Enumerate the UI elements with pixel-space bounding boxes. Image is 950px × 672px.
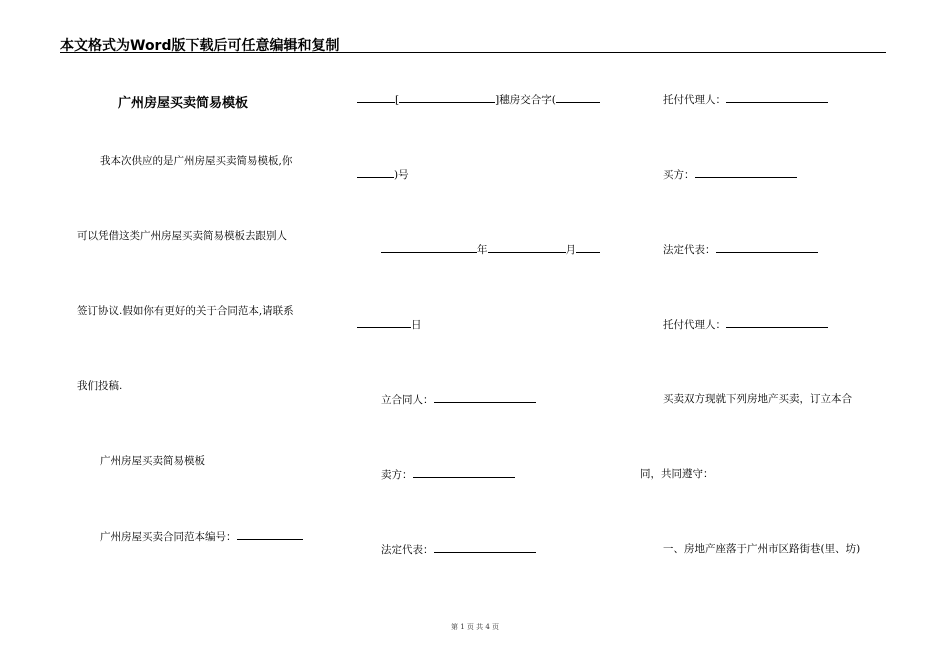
buyer-rep-label: 法定代表： (663, 244, 716, 256)
intro-line-4: 我们投稿. (77, 380, 123, 392)
party-line (381, 392, 536, 407)
buyer-rep-line (663, 242, 818, 257)
month-blank (488, 242, 566, 253)
year-label: 年 (477, 244, 488, 256)
buyer-blank (695, 167, 797, 178)
contract-number-line (100, 529, 303, 544)
party-label: 立合同人： (381, 394, 434, 406)
day-prefix-blank (576, 242, 600, 253)
subtitle: 广州房屋买卖简易模板 (100, 455, 205, 467)
buyer-agent-blank (726, 317, 828, 328)
seller-rep-label: 法定代表： (381, 544, 434, 556)
year-blank (381, 242, 477, 253)
ref-line-end (357, 167, 409, 182)
buyer-agent-label: 托付代理人： (663, 319, 726, 331)
seller-agent-label: 托付代理人： (663, 94, 726, 106)
clause-1-line: 一、房地产座落于广州市区路街巷(里、坊) (663, 543, 861, 555)
ref-line (357, 92, 600, 107)
header-rule (60, 52, 886, 53)
agreement-line-2: 同，共同遵守： (640, 468, 714, 480)
buyer-label: 买方： (663, 169, 695, 181)
day-blank (357, 317, 411, 328)
document-title: 广州房屋买卖简易模板 (118, 96, 249, 111)
date-line (381, 242, 600, 257)
buyer-line (663, 167, 797, 182)
buyer-rep-blank (716, 242, 818, 253)
page-number: 第 1 页 共 4 页 (450, 623, 500, 631)
contract-number-label: 广州房屋买卖合同范本编号： (100, 531, 237, 543)
seller-agent-line (663, 92, 828, 107)
party-blank (434, 392, 536, 403)
intro-line-1: 我本次供应的是广州房屋买卖简易模板,你 (100, 155, 293, 167)
ref-mid: ]穗房交合字( (495, 94, 556, 106)
document-header: 本文格式为Word版下载后可任意编辑和复制 (60, 38, 340, 54)
seller-blank (413, 467, 515, 478)
agreement-line-1: 买卖双方现就下列房地产买卖，订立本合 (663, 393, 852, 405)
ref-blank-4 (357, 167, 394, 178)
ref-blank-3 (556, 92, 600, 103)
intro-line-2: 可以凭借这类广州房屋买卖简易模板去跟别人 (77, 230, 287, 242)
ref-end: )号 (394, 169, 409, 181)
seller-rep-line (381, 542, 536, 557)
intro-line-3: 签订协议.假如你有更好的关于合同范本,请联系 (77, 305, 294, 317)
day-label: 日 (411, 319, 422, 331)
ref-bracket-open: [ (395, 94, 400, 106)
ref-blank-1 (357, 92, 395, 103)
buyer-agent-line (663, 317, 828, 332)
month-label: 月 (565, 244, 576, 256)
ref-blank-2 (399, 92, 495, 103)
contract-number-blank (237, 529, 303, 540)
day-line (357, 317, 422, 332)
seller-line (381, 467, 515, 482)
seller-rep-blank (434, 542, 536, 553)
seller-agent-blank (726, 92, 828, 103)
seller-label: 卖方： (381, 469, 413, 481)
